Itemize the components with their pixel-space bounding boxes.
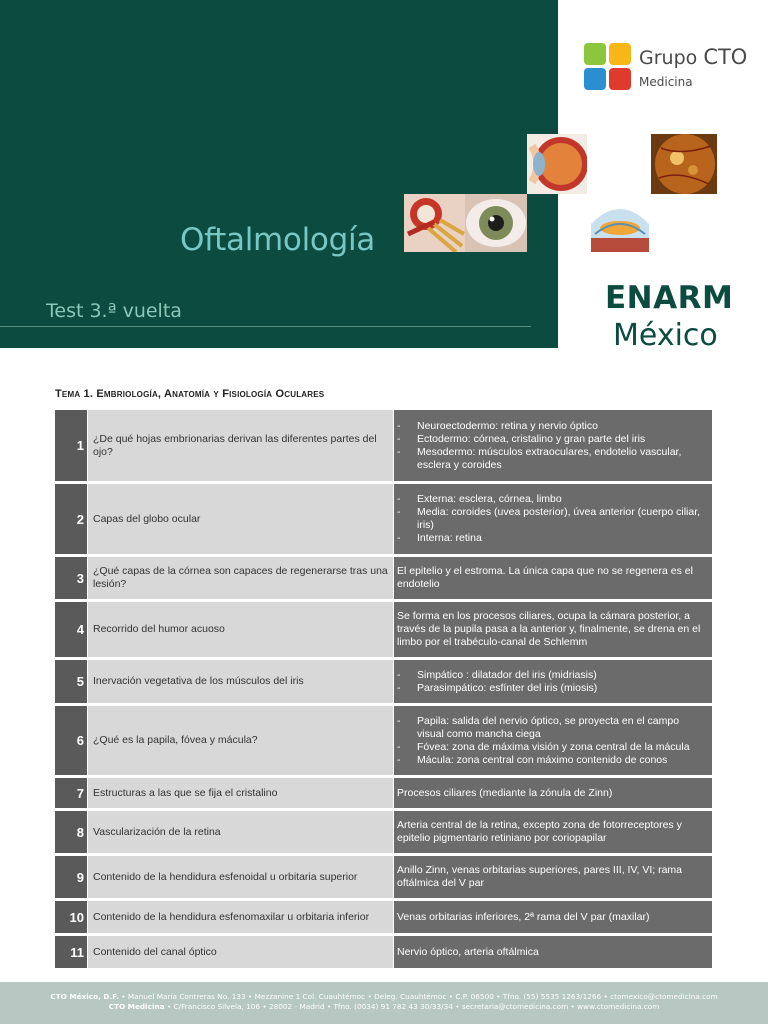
logo-square-yellow xyxy=(609,43,631,65)
row-answer xyxy=(393,660,712,703)
row-answer: Procesos ciliares (mediante la zónula de Zinn) xyxy=(393,778,712,808)
row-number: 5 xyxy=(55,660,87,703)
table-row xyxy=(55,410,712,481)
footer-label-madrid: CTO Medicina xyxy=(108,1002,165,1011)
answer-item: - Simpático : dilatador del iris (midriasis) xyxy=(397,669,706,682)
row-question: Contenido de la hendidura esfenomaxilar u orbitaria inferior xyxy=(87,901,393,933)
cover-banner xyxy=(0,0,558,348)
answer-item: - Parasimpático: esfínter del iris (miosis) xyxy=(397,682,706,695)
row-question: ¿Qué capas de la córnea son capaces de regenerarse tras una lesión? xyxy=(87,557,393,599)
row-answer: Anillo Zinn, venas orbitarias superiores, pares III, IV, VI; rama oftálmica del V par xyxy=(393,856,712,898)
row-question: Contenido del canal óptico xyxy=(87,936,393,968)
row-question: Capas del globo ocular xyxy=(87,484,393,554)
answer-item: - Neuroectodermo: retina y nervio óptico xyxy=(397,420,706,433)
row-number: 9 xyxy=(55,856,87,898)
footer-label-mexico: CTO México, D.F. xyxy=(50,992,119,1001)
row-number: 8 xyxy=(55,811,87,853)
row-question: ¿Qué es la papila, fóvea y mácula? xyxy=(87,706,393,775)
row-question: Estructuras a las que se fija el cristalino xyxy=(87,778,393,808)
row-number: 3 xyxy=(55,557,87,599)
answer-item: - Mesodermo: músculos extraoculares, endotelio vascular, esclera y coroides xyxy=(397,446,706,472)
eye-closeup-photo xyxy=(465,194,527,252)
row-answer xyxy=(393,706,712,775)
row-answer: Se forma en los procesos ciliares, ocupa la cámara posterior, a través de la pupila pasa a la anterior y, finalmente, se drena en el limbo por el trabéculo-canal de Schlemm xyxy=(393,602,712,657)
row-question: Vascularización de la retina xyxy=(87,811,393,853)
answer-item: - Externa: esclera, córnea, limbo xyxy=(397,493,706,506)
row-answer: Venas orbitarias inferiores, 2ª rama del V par (maxilar) xyxy=(393,901,712,933)
row-answer: Nervio óptico, arteria oftálmica xyxy=(393,936,712,968)
row-answer: Arteria central de la retina, excepto zona de fotorreceptores y epitelio pigmentario retiniano por coriopapilar xyxy=(393,811,712,853)
row-number: 4 xyxy=(55,602,87,657)
answer-item: - Papila: salida del nervio óptico, se proyecta en el campo visual como mancha ciega xyxy=(397,715,706,741)
row-question: Inervación vegetativa de los músculos del iris xyxy=(87,660,393,703)
orbit-anatomy-photo xyxy=(404,194,465,252)
eye-section-photo xyxy=(527,134,587,194)
cover-divider xyxy=(0,326,531,327)
row-number: 2 xyxy=(55,484,87,554)
table-row xyxy=(55,557,712,599)
logo-square-red xyxy=(609,68,631,90)
logo-square-blue xyxy=(584,68,606,90)
row-answer xyxy=(393,410,712,481)
answer-item: - Interna: retina xyxy=(397,532,706,545)
answer-item: - Media: coroides (uvea posterior), úvea anterior (cuerpo ciliar, iris) xyxy=(397,506,706,532)
table-row xyxy=(55,856,712,898)
logo-subtitle: Medicina xyxy=(639,75,693,89)
row-answer: El epitelio y el estroma. La única capa que no se regenera es el endotelio xyxy=(393,557,712,599)
page-footer xyxy=(0,982,768,1024)
row-question: Contenido de la hendidura esfenoidal u orbitaria superior xyxy=(87,856,393,898)
row-number: 7 xyxy=(55,778,87,808)
logo-name-prefix: Grupo xyxy=(639,47,704,69)
fundus-photo xyxy=(651,134,717,194)
row-number: 11 xyxy=(55,936,87,968)
table-row xyxy=(55,778,712,808)
brand-title: ENARM xyxy=(605,280,734,316)
logo-name-bold: CTO xyxy=(703,45,748,69)
footer-line-madrid xyxy=(0,1002,768,1012)
table-row xyxy=(55,811,712,853)
logo-name xyxy=(639,45,747,69)
cover-title: Oftalmología xyxy=(180,222,375,258)
footer-text-madrid: • C/Francisco Silvela, 106 • 28002 - Madrid • Tfno. (0034) 91 782 43 30/33/34 • secretaria@ctomedicina.com • www.ctomedicina.com xyxy=(166,1002,660,1011)
row-number: 10 xyxy=(55,901,87,933)
row-number: 6 xyxy=(55,706,87,775)
table-row xyxy=(55,602,712,657)
cover-subtitle: Test 3.ª vuelta xyxy=(46,300,182,322)
logo-square-green xyxy=(584,43,606,65)
lens-diagram-photo xyxy=(589,194,651,252)
table-row xyxy=(55,706,712,775)
answer-item: - Ectodermo: córnea, cristalino y gran parte del iris xyxy=(397,433,706,446)
section-title: Tema 1. Embriología, Anatomía y Fisiología Oculares xyxy=(55,388,325,400)
table-row xyxy=(55,901,712,933)
footer-text-mexico: • Manuel María Contreras No. 133 • Mezzanine 1 Col. Cuauhtémoc • Deleg. Cuauhtémoc • C.P. 06500 • Tfno. (55) 5535 1263/1266 • ctomexico@ctomedicina.com xyxy=(121,992,718,1001)
table-row xyxy=(55,936,712,968)
table-row xyxy=(55,660,712,703)
brand-country: México xyxy=(613,318,718,353)
row-number: 1 xyxy=(55,410,87,481)
answer-item: - Mácula: zona central con máximo contenido de conos xyxy=(397,754,706,767)
row-question: ¿De qué hojas embrionarias derivan las diferentes partes del ojo? xyxy=(87,410,393,481)
row-answer xyxy=(393,484,712,554)
row-question: Recorrido del humor acuoso xyxy=(87,602,393,657)
footer-line-mexico xyxy=(0,992,768,1002)
answer-item: - Fóvea: zona de máxima visión y zona central de la mácula xyxy=(397,741,706,754)
table-row xyxy=(55,484,712,554)
